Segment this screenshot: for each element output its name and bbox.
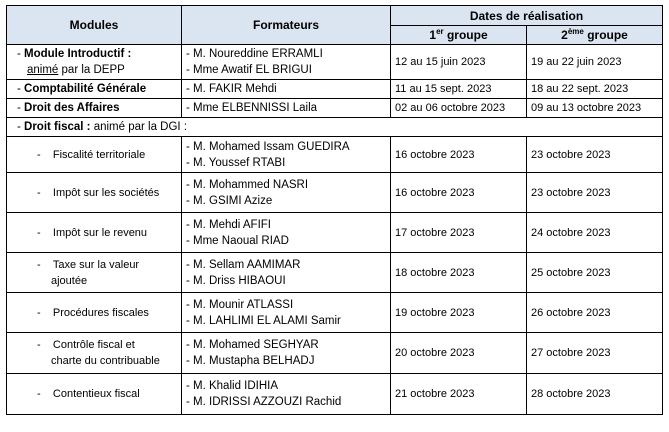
date-group1: 11 au 15 sept. 2023 [391, 80, 527, 99]
date-group2: 27 octobre 2023 [527, 333, 663, 374]
date-group1: 20 octobre 2023 [391, 333, 527, 374]
date-group1: 19 octobre 2023 [391, 293, 527, 333]
header-formateurs: Formateurs [182, 6, 391, 45]
table-row [7, 374, 663, 415]
trainer-cell: - M. Mehdi AFIFI - Mme Naoual RIAD [182, 213, 391, 253]
module-cell: - Droit des Affaires [7, 99, 182, 118]
module-cell: - Procédures fiscales [7, 293, 182, 333]
table-row [7, 253, 663, 293]
trainer-cell: - M. Mohamed SEGHYAR - M. Mustapha BELHADJ [182, 333, 391, 374]
trainer-cell: - M. Khalid IDIHIA - M. IDRISSI AZZOUZI Rachid [182, 374, 391, 415]
date-group1: 16 octobre 2023 [391, 173, 527, 213]
section-row-droit-fiscal [7, 118, 663, 137]
table-row [7, 333, 663, 374]
date-group2: 09 au 13 octobre 2023 [527, 99, 663, 118]
date-group1: 02 au 06 octobre 2023 [391, 99, 527, 118]
date-group2: 19 au 22 juin 2023 [527, 45, 663, 80]
trainer-cell: - M. Mohamed Issam GUEDIRA - M. Youssef RTABI [182, 137, 391, 173]
trainer-cell: - M. Mounir ATLASSI - M. LAHLIMI EL ALAMI Samir [182, 293, 391, 333]
trainer-cell: - M. Mohammed NASRI - M. GSIMI Azize [182, 173, 391, 213]
header-modules: Modules [7, 6, 182, 45]
table-row [7, 99, 663, 118]
module-cell: - Contentieux fiscal [7, 374, 182, 415]
date-group2: 25 octobre 2023 [527, 253, 663, 293]
date-group2: 23 octobre 2023 [527, 137, 663, 173]
module-cell: - Module Introductif : animé par la DEPP [7, 45, 182, 80]
table-row [7, 137, 663, 173]
trainer-cell: - M. Noureddine ERRAMLI - Mme Awatif EL BRIGUI [182, 45, 391, 80]
table-row [7, 213, 663, 253]
date-group1: 18 octobre 2023 [391, 253, 527, 293]
date-group1: 21 octobre 2023 [391, 374, 527, 415]
module-cell: - Comptabilité Générale [7, 80, 182, 99]
header-groupe-1: 1er groupe [391, 26, 527, 45]
date-group1: 17 octobre 2023 [391, 213, 527, 253]
table-row [7, 293, 663, 333]
module-cell: - Fiscalité territoriale [7, 137, 182, 173]
section-label: - Droit fiscal : animé par la DGI : [7, 118, 663, 137]
date-group2: 23 octobre 2023 [527, 173, 663, 213]
table-row [7, 80, 663, 99]
trainer-cell: - M. FAKIR Mehdi [182, 80, 391, 99]
date-group1: 16 octobre 2023 [391, 137, 527, 173]
date-group2: 24 octobre 2023 [527, 213, 663, 253]
module-cell: - Taxe sur la valeur ajoutée [7, 253, 182, 293]
header-groupe-2: 2ème groupe [527, 26, 663, 45]
date-group2: 28 octobre 2023 [527, 374, 663, 415]
date-group2: 18 au 22 sept. 2023 [527, 80, 663, 99]
module-cell: - Impôt sur les sociétés [7, 173, 182, 213]
date-group2: 26 octobre 2023 [527, 293, 663, 333]
module-cell: - Contrôle fiscal et charte du contribuable [7, 333, 182, 374]
trainer-cell: - Mme ELBENNISSI Laila [182, 99, 391, 118]
trainer-cell: - M. Sellam AAMIMAR - M. Driss HIBAOUI [182, 253, 391, 293]
training-schedule-table [6, 5, 663, 415]
module-cell: - Impôt sur le revenu [7, 213, 182, 253]
header-dates: Dates de réalisation [391, 6, 663, 26]
table-row [7, 45, 663, 80]
date-group1: 12 au 15 juin 2023 [391, 45, 527, 80]
table-row [7, 173, 663, 213]
